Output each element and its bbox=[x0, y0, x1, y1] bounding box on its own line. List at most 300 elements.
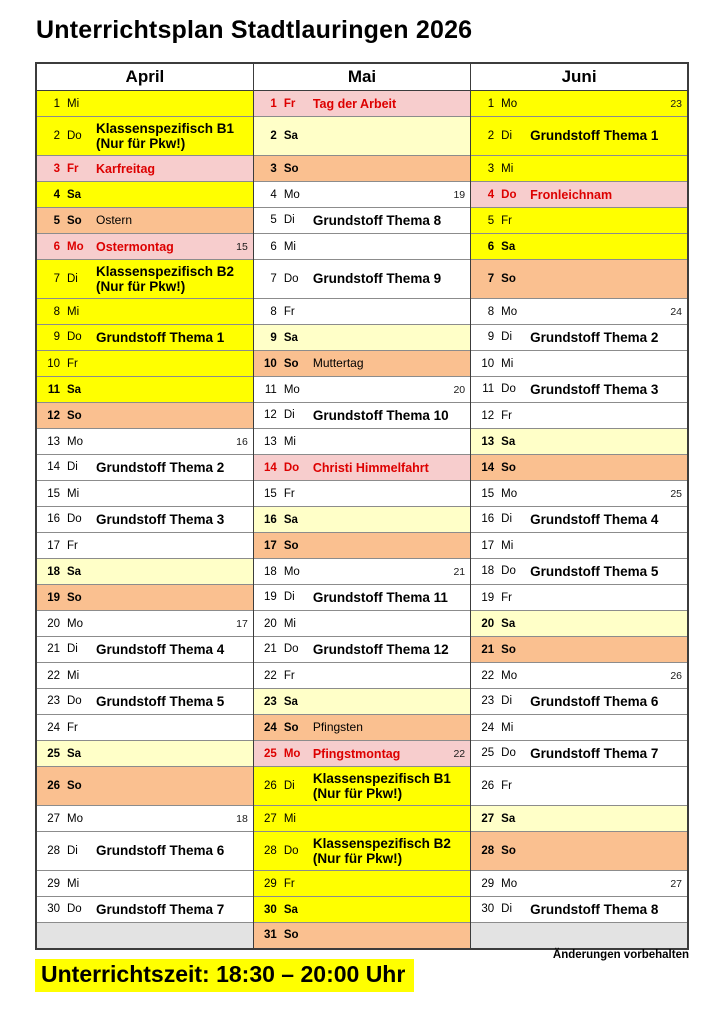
lesson-title: Grundstoff Thema 6 bbox=[530, 693, 659, 709]
weekday-label: Di bbox=[67, 844, 78, 857]
day-cell bbox=[36, 117, 253, 156]
day-number: 18 bbox=[481, 565, 495, 578]
calendar-head-row bbox=[36, 63, 688, 91]
weekday-label: Sa bbox=[501, 617, 516, 630]
calendar-row bbox=[36, 182, 688, 208]
weekday-label: So bbox=[501, 845, 516, 857]
lesson-title: Grundstoff Thema 2 bbox=[530, 329, 659, 345]
week-number: 25 bbox=[670, 487, 682, 500]
day-cell bbox=[253, 559, 470, 585]
day-number: 9 bbox=[53, 331, 60, 344]
day-cell bbox=[471, 559, 688, 585]
filler-cell bbox=[471, 923, 688, 949]
day-number: 17 bbox=[47, 539, 60, 552]
day-cell bbox=[253, 403, 470, 429]
calendar-row bbox=[36, 351, 688, 377]
week-number: 18 bbox=[236, 812, 248, 825]
day-number: 10 bbox=[264, 357, 277, 370]
lesson-title: Grundstoff Thema 3 bbox=[530, 381, 659, 397]
week-number: 27 bbox=[670, 877, 682, 890]
day-number: 8 bbox=[487, 305, 495, 318]
weekday-label: Do bbox=[67, 695, 82, 708]
day-cell bbox=[36, 637, 253, 663]
weekday-label: So bbox=[283, 539, 299, 552]
day-cell bbox=[471, 611, 688, 637]
day-number: 6 bbox=[487, 240, 495, 253]
holiday-name: Ostermontag bbox=[96, 239, 174, 254]
day-cell bbox=[36, 481, 253, 507]
weekday-label: Mo bbox=[67, 812, 83, 825]
weekday-label: Do bbox=[67, 513, 82, 526]
day-cell bbox=[36, 377, 253, 403]
day-cell bbox=[471, 637, 688, 663]
day-cell bbox=[471, 871, 688, 897]
weekday-label: Do bbox=[67, 331, 82, 344]
weekday-label: So bbox=[501, 643, 516, 656]
weekday-label: Di bbox=[283, 214, 295, 227]
day-cell bbox=[253, 91, 470, 117]
day-cell bbox=[253, 585, 470, 611]
weekday-label: So bbox=[67, 214, 82, 227]
day-number: 11 bbox=[482, 383, 495, 396]
weekday-label: Do bbox=[501, 747, 516, 760]
day-number: 26 bbox=[481, 780, 495, 792]
day-cell bbox=[471, 455, 688, 481]
day-number: 7 bbox=[487, 273, 495, 285]
day-number: 16 bbox=[47, 513, 60, 526]
weekday-label: Di bbox=[67, 643, 78, 656]
week-number: 17 bbox=[236, 617, 248, 630]
weekday-label: So bbox=[501, 461, 516, 474]
day-cell bbox=[471, 533, 688, 559]
lesson-title: Grundstoff Thema 11 bbox=[312, 589, 448, 605]
weekday-label: Mi bbox=[283, 812, 296, 825]
day-number: 4 bbox=[487, 188, 495, 201]
day-number: 28 bbox=[47, 844, 60, 857]
month-header: Juni bbox=[471, 63, 688, 91]
lesson-title: Grundstoff Thema 1 bbox=[530, 128, 659, 144]
day-cell bbox=[36, 156, 253, 182]
day-cell bbox=[471, 689, 688, 715]
week-number: 16 bbox=[236, 435, 248, 448]
day-cell bbox=[471, 429, 688, 455]
weekday-label: Fr bbox=[283, 487, 295, 500]
calendar-row bbox=[36, 377, 688, 403]
day-cell bbox=[36, 585, 253, 611]
day-number: 14 bbox=[47, 461, 60, 474]
day-cell bbox=[471, 832, 688, 871]
weekday-label: Fr bbox=[67, 162, 79, 175]
filler-cell bbox=[36, 923, 253, 949]
calendar-row bbox=[36, 897, 688, 923]
day-number: 29 bbox=[264, 877, 277, 890]
lesson-title: Grundstoff Thema 12 bbox=[312, 641, 449, 657]
weekday-label: Do bbox=[67, 130, 82, 142]
weekday-label: So bbox=[283, 162, 299, 175]
weekday-label: Di bbox=[67, 273, 78, 285]
day-cell bbox=[36, 91, 253, 117]
weekday-label: Di bbox=[501, 513, 513, 526]
month-header: April bbox=[36, 63, 253, 91]
weekday-label: Sa bbox=[283, 903, 298, 916]
calendar-row bbox=[36, 832, 688, 871]
day-cell bbox=[36, 806, 253, 832]
day-cell bbox=[253, 533, 470, 559]
day-number: 19 bbox=[264, 591, 277, 604]
day-cell bbox=[253, 351, 470, 377]
holiday-name: Fronleichnam bbox=[530, 187, 613, 202]
weekday-label: Mo bbox=[501, 877, 518, 890]
day-number: 15 bbox=[481, 487, 495, 500]
weekday-label: Sa bbox=[67, 188, 82, 201]
calendar-row bbox=[36, 481, 688, 507]
calendar-row bbox=[36, 871, 688, 897]
weekday-label: Fr bbox=[501, 591, 513, 604]
day-cell bbox=[471, 208, 688, 234]
day-number: 29 bbox=[47, 877, 60, 890]
day-number: 19 bbox=[481, 591, 495, 604]
lesson-title: Klassenspezifisch B1 (Nur für Pkw!) bbox=[312, 770, 451, 801]
day-note: Ostern bbox=[96, 212, 133, 227]
weekday-label: Di bbox=[283, 780, 295, 792]
day-cell bbox=[253, 260, 470, 299]
day-cell bbox=[253, 234, 470, 260]
day-number: 14 bbox=[264, 461, 277, 474]
day-cell bbox=[36, 897, 253, 923]
day-cell bbox=[36, 871, 253, 897]
day-cell bbox=[471, 741, 688, 767]
weekday-label: Mi bbox=[501, 539, 514, 552]
day-number: 3 bbox=[53, 162, 60, 175]
calendar-body bbox=[36, 91, 688, 949]
calendar-table bbox=[35, 62, 689, 950]
day-number: 7 bbox=[270, 272, 277, 285]
holiday-name: Karfreitag bbox=[96, 161, 156, 176]
day-number: 12 bbox=[47, 409, 60, 422]
day-number: 4 bbox=[53, 188, 60, 201]
day-cell bbox=[471, 156, 688, 182]
day-number: 23 bbox=[47, 695, 60, 708]
day-cell bbox=[471, 767, 688, 806]
weekday-label: Mi bbox=[67, 305, 80, 318]
weekday-label: Fr bbox=[283, 877, 295, 890]
day-cell bbox=[253, 455, 470, 481]
day-number: 12 bbox=[264, 409, 277, 422]
day-number: 18 bbox=[47, 565, 60, 578]
weekday-label: Mi bbox=[501, 721, 514, 734]
day-cell bbox=[253, 689, 470, 715]
day-cell bbox=[253, 182, 470, 208]
weekday-label: Do bbox=[501, 188, 517, 201]
day-cell bbox=[36, 559, 253, 585]
calendar-row bbox=[36, 208, 688, 234]
day-number: 1 bbox=[53, 97, 60, 110]
day-number: 28 bbox=[264, 845, 277, 857]
week-number: 19 bbox=[453, 188, 466, 201]
weekday-label: Di bbox=[283, 591, 295, 604]
lesson-title: Grundstoff Thema 10 bbox=[312, 407, 449, 423]
weekday-label: Sa bbox=[501, 812, 516, 825]
day-number: 15 bbox=[47, 487, 60, 500]
weekday-label: Fr bbox=[501, 214, 513, 227]
day-cell bbox=[253, 767, 470, 806]
day-cell bbox=[253, 507, 470, 533]
day-cell bbox=[36, 208, 253, 234]
calendar-row bbox=[36, 403, 688, 429]
day-number: 6 bbox=[270, 240, 277, 253]
weekday-label: Fr bbox=[67, 357, 78, 370]
day-number: 18 bbox=[264, 565, 277, 578]
lesson-title: Grundstoff Thema 7 bbox=[96, 901, 225, 917]
day-cell bbox=[36, 182, 253, 208]
weekday-label: Sa bbox=[283, 130, 298, 142]
day-number: 27 bbox=[481, 812, 495, 825]
lesson-title: Grundstoff Thema 6 bbox=[96, 843, 225, 859]
day-cell bbox=[471, 507, 688, 533]
calendar-row bbox=[36, 585, 688, 611]
day-number: 10 bbox=[47, 357, 60, 370]
weekday-label: Sa bbox=[283, 331, 298, 344]
weekday-label: Sa bbox=[283, 513, 298, 526]
day-number: 17 bbox=[481, 539, 495, 552]
month-header: Mai bbox=[253, 63, 470, 91]
day-cell bbox=[36, 260, 253, 299]
weekday-label: So bbox=[501, 273, 516, 285]
day-number: 25 bbox=[264, 747, 277, 760]
week-number: 20 bbox=[453, 383, 466, 396]
day-cell bbox=[253, 117, 470, 156]
day-number: 9 bbox=[270, 331, 277, 344]
week-number: 15 bbox=[236, 240, 248, 253]
weekday-label: Mo bbox=[283, 383, 300, 396]
day-cell bbox=[36, 455, 253, 481]
lesson-title: Grundstoff Thema 5 bbox=[530, 563, 659, 579]
lesson-title: Klassenspezifisch B2 (Nur für Pkw!) bbox=[96, 263, 235, 294]
weekday-label: Sa bbox=[67, 565, 82, 578]
day-cell bbox=[253, 429, 470, 455]
day-number: 29 bbox=[481, 877, 495, 890]
day-cell bbox=[36, 715, 253, 741]
day-number: 30 bbox=[47, 903, 60, 916]
day-number: 28 bbox=[481, 845, 495, 857]
calendar-row bbox=[36, 715, 688, 741]
weekday-label: Mo bbox=[67, 240, 84, 253]
day-cell bbox=[36, 429, 253, 455]
week-number: 26 bbox=[670, 669, 682, 682]
day-number: 23 bbox=[481, 695, 495, 708]
weekday-label: Fr bbox=[501, 780, 513, 792]
day-number: 24 bbox=[264, 721, 277, 734]
day-number: 16 bbox=[481, 513, 495, 526]
day-number: 15 bbox=[264, 487, 277, 500]
lesson-title: Grundstoff Thema 4 bbox=[96, 641, 225, 657]
weekday-label: Fr bbox=[283, 97, 296, 110]
calendar-row bbox=[36, 299, 688, 325]
weekday-label: Sa bbox=[67, 383, 82, 396]
week-number: 21 bbox=[453, 565, 466, 578]
day-number: 30 bbox=[481, 903, 495, 916]
calendar-row bbox=[36, 663, 688, 689]
day-number: 10 bbox=[481, 357, 495, 370]
weekday-label: Mo bbox=[501, 305, 518, 318]
calendar-row bbox=[36, 689, 688, 715]
day-cell bbox=[253, 208, 470, 234]
day-number: 26 bbox=[264, 780, 277, 792]
weekday-label: Mi bbox=[283, 617, 296, 630]
day-cell bbox=[253, 923, 470, 949]
calendar-row bbox=[36, 429, 688, 455]
calendar-row bbox=[36, 741, 688, 767]
day-cell bbox=[36, 299, 253, 325]
weekday-label: Mo bbox=[283, 747, 301, 760]
day-note: Pfingsten bbox=[312, 719, 363, 734]
weekday-label: Mi bbox=[67, 97, 80, 110]
day-cell bbox=[471, 182, 688, 208]
page-title: Unterrichtsplan Stadtlauringen 2026 bbox=[36, 16, 473, 44]
day-cell bbox=[471, 117, 688, 156]
calendar-row bbox=[36, 806, 688, 832]
day-number: 22 bbox=[264, 669, 277, 682]
day-cell bbox=[471, 377, 688, 403]
day-number: 13 bbox=[264, 435, 277, 448]
day-cell bbox=[253, 611, 470, 637]
day-number: 27 bbox=[264, 812, 277, 825]
day-number: 25 bbox=[481, 747, 495, 760]
weekday-label: Do bbox=[501, 565, 516, 578]
day-cell bbox=[471, 481, 688, 507]
day-cell bbox=[471, 299, 688, 325]
day-cell bbox=[471, 260, 688, 299]
day-number: 7 bbox=[53, 273, 60, 285]
holiday-name: Tag der Arbeit bbox=[312, 96, 397, 111]
weekday-label: Mi bbox=[283, 435, 296, 448]
weekday-label: So bbox=[67, 780, 82, 792]
day-number: 24 bbox=[47, 721, 60, 734]
day-cell bbox=[471, 403, 688, 429]
day-cell bbox=[471, 234, 688, 260]
weekday-label: Mo bbox=[67, 617, 83, 630]
lesson-title: Grundstoff Thema 2 bbox=[96, 459, 225, 475]
day-cell bbox=[253, 715, 470, 741]
day-cell bbox=[253, 663, 470, 689]
weekday-label: Sa bbox=[283, 695, 298, 708]
lesson-title: Grundstoff Thema 4 bbox=[530, 511, 659, 527]
day-cell bbox=[253, 897, 470, 923]
day-number: 2 bbox=[487, 129, 495, 142]
weekday-label: So bbox=[283, 721, 299, 734]
day-cell bbox=[253, 637, 470, 663]
day-number: 13 bbox=[481, 435, 495, 448]
weekday-label: Fr bbox=[283, 305, 295, 318]
day-cell bbox=[36, 234, 253, 260]
day-number: 16 bbox=[264, 513, 277, 526]
day-number: 3 bbox=[270, 162, 277, 175]
calendar-row bbox=[36, 923, 688, 949]
lesson-title: Grundstoff Thema 3 bbox=[96, 511, 225, 527]
day-cell bbox=[36, 611, 253, 637]
weekday-label: Di bbox=[501, 129, 513, 142]
weekday-label: Fr bbox=[67, 539, 78, 552]
day-cell bbox=[471, 663, 688, 689]
calendar-row bbox=[36, 91, 688, 117]
day-number: 30 bbox=[264, 903, 277, 916]
day-number: 9 bbox=[487, 331, 495, 344]
day-cell bbox=[471, 351, 688, 377]
day-number: 20 bbox=[47, 617, 60, 630]
day-number: 21 bbox=[481, 643, 495, 656]
day-cell bbox=[36, 351, 253, 377]
lesson-title: Grundstoff Thema 7 bbox=[530, 745, 659, 761]
day-cell bbox=[471, 897, 688, 923]
week-number: 23 bbox=[670, 97, 682, 110]
day-number: 31 bbox=[264, 929, 277, 942]
weekday-label: Di bbox=[501, 331, 513, 344]
day-number: 8 bbox=[270, 305, 277, 318]
weekday-label: Do bbox=[501, 383, 516, 396]
calendar-row bbox=[36, 156, 688, 182]
lesson-title: Grundstoff Thema 8 bbox=[312, 212, 442, 228]
weekday-label: Mo bbox=[67, 435, 83, 448]
weekday-label: Do bbox=[283, 461, 300, 474]
calendar-row bbox=[36, 507, 688, 533]
lesson-title: Klassenspezifisch B1 (Nur für Pkw!) bbox=[96, 120, 235, 151]
weekday-label: Mo bbox=[501, 97, 518, 110]
week-number: 22 bbox=[453, 747, 466, 760]
calendar-row bbox=[36, 325, 688, 351]
day-cell bbox=[253, 832, 470, 871]
calendar-row bbox=[36, 117, 688, 156]
weekday-label: So bbox=[283, 357, 299, 370]
day-number: 26 bbox=[47, 780, 60, 792]
day-number: 13 bbox=[47, 435, 60, 448]
calendar-row bbox=[36, 637, 688, 663]
day-number: 11 bbox=[264, 383, 277, 396]
day-number: 11 bbox=[47, 383, 60, 396]
day-number: 5 bbox=[270, 214, 277, 227]
day-cell bbox=[36, 689, 253, 715]
day-cell bbox=[36, 403, 253, 429]
weekday-label: So bbox=[67, 409, 82, 422]
day-number: 5 bbox=[487, 214, 495, 227]
day-number: 6 bbox=[53, 240, 60, 253]
weekday-label: Di bbox=[501, 903, 513, 916]
teaching-time-banner: Unterrichtszeit: 18:30 – 20:00 Uhr bbox=[35, 959, 414, 992]
day-cell bbox=[36, 663, 253, 689]
weekday-label: Mi bbox=[501, 162, 514, 175]
day-note: Muttertag bbox=[312, 355, 364, 370]
weekday-label: Fr bbox=[283, 669, 295, 682]
weekday-label: Fr bbox=[501, 409, 513, 422]
weekday-label: Do bbox=[283, 272, 299, 285]
weekday-label: Di bbox=[283, 409, 295, 422]
weekday-label: Do bbox=[283, 845, 299, 857]
lesson-title: Grundstoff Thema 1 bbox=[96, 329, 225, 345]
lesson-title: Klassenspezifisch B2 (Nur für Pkw!) bbox=[312, 835, 451, 866]
day-number: 20 bbox=[264, 617, 277, 630]
weekday-label: Fr bbox=[67, 721, 78, 734]
day-number: 5 bbox=[53, 214, 60, 227]
lesson-title: Grundstoff Thema 9 bbox=[312, 271, 442, 287]
day-cell bbox=[36, 325, 253, 351]
day-cell bbox=[253, 806, 470, 832]
day-cell bbox=[36, 741, 253, 767]
day-number: 22 bbox=[481, 669, 495, 682]
day-cell bbox=[471, 585, 688, 611]
calendar-row bbox=[36, 455, 688, 481]
day-number: 23 bbox=[264, 695, 277, 708]
weekday-label: Sa bbox=[67, 747, 82, 760]
lesson-title: Grundstoff Thema 8 bbox=[530, 901, 659, 917]
